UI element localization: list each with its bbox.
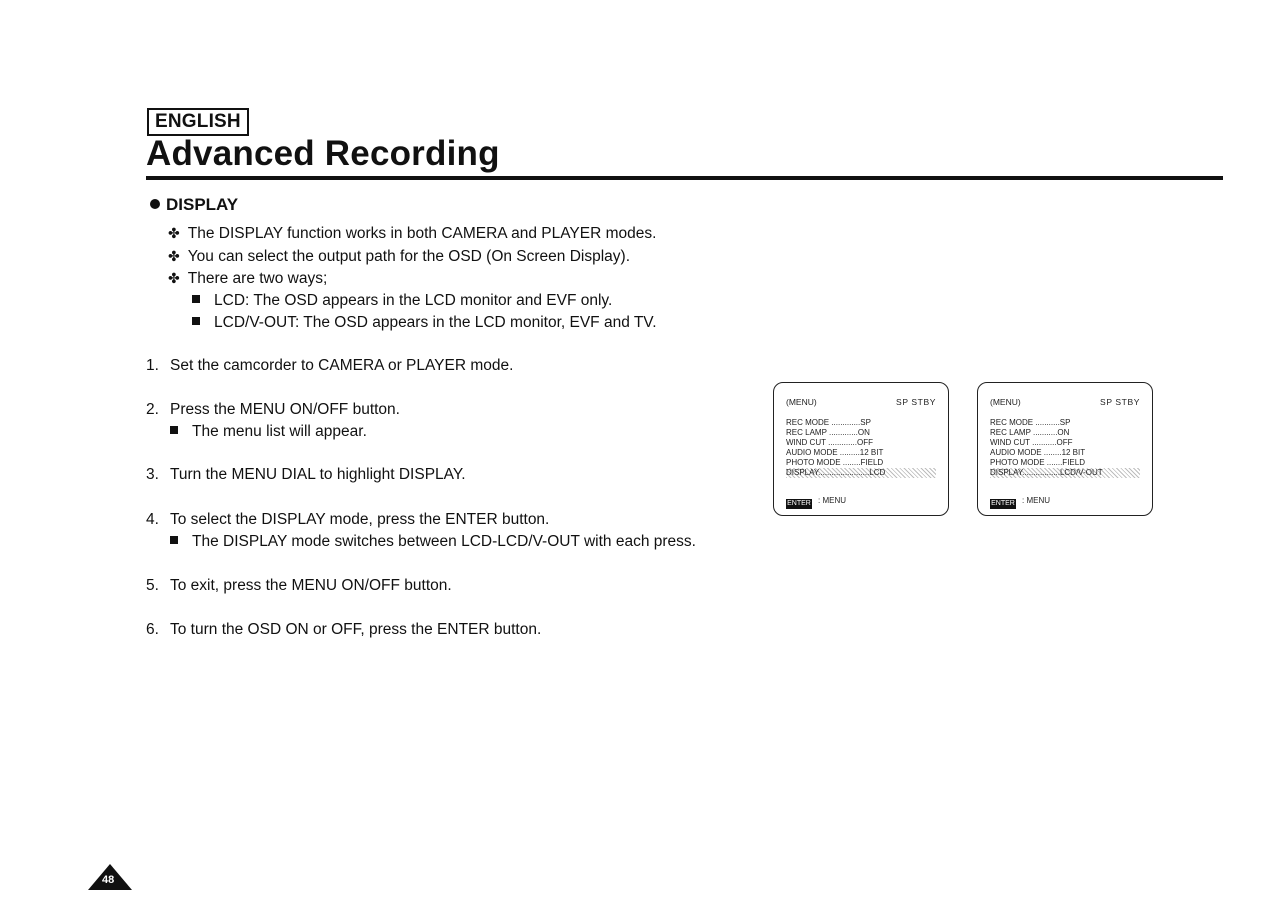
osd-menu-list: [990, 418, 1140, 478]
enter-key-icon: ENTER: [787, 500, 811, 507]
title-divider: [146, 176, 1223, 180]
step-1: 1. Set the camcorder to CAMERA or PLAYER mode.: [146, 357, 514, 374]
osd-menu-item-highlighted: DISPLAY.................LCD/V-OUT: [990, 468, 1140, 478]
square-bullet-icon: [170, 426, 178, 434]
enter-key-icon: ENTER: [991, 500, 1015, 507]
osd-menu-item: REC LAMP .............ON: [786, 428, 870, 437]
page-title: Advanced Recording: [146, 134, 500, 173]
clover-icon: ✤: [168, 248, 180, 264]
step-4: 4. To select the DISPLAY mode, press the ENTER button.: [146, 511, 550, 528]
osd-menu-item-highlighted: DISPLAY.......................LCD: [786, 468, 936, 478]
step-2-sub: The menu list will appear.: [170, 423, 367, 441]
way-item: LCD/V-OUT: The OSD appears in the LCD monitor, EVF and TV.: [192, 314, 657, 332]
osd-menu-item: PHOTO MODE .......FIELD: [990, 458, 1085, 467]
step-3: 3. Turn the MENU DIAL to highlight DISPLAY.: [146, 466, 466, 483]
osd-footer: ENTER : MENU: [787, 496, 846, 507]
square-bullet-icon: [192, 317, 200, 325]
osd-menu-item: WIND CUT .............OFF: [786, 438, 873, 447]
square-bullet-icon: [192, 295, 200, 303]
bullet-dot-icon: [150, 199, 160, 209]
osd-screen-lcd: [773, 382, 949, 516]
way-item: LCD: The OSD appears in the LCD monitor and EVF only.: [192, 292, 612, 310]
osd-menu-item: REC MODE .............SP: [786, 418, 871, 427]
osd-menu-item: REC LAMP ...........ON: [990, 428, 1070, 437]
step-5: 5. To exit, press the MENU ON/OFF button.: [146, 577, 452, 594]
osd-menu-item: PHOTO MODE ........FIELD: [786, 458, 884, 467]
step-6: 6. To turn the OSD ON or OFF, press the ENTER button.: [146, 621, 542, 638]
section-heading-text: DISPLAY: [166, 195, 239, 214]
step-4-sub: The DISPLAY mode switches between LCD-LCD/V-OUT with each press.: [170, 533, 696, 551]
osd-screen-lcd-vout: [977, 382, 1153, 516]
page-number: 48: [102, 874, 115, 886]
osd-menu-item: REC MODE ...........SP: [990, 418, 1071, 427]
osd-menu-item: WIND CUT ...........OFF: [990, 438, 1073, 447]
osd-footer: ENTER : MENU: [991, 496, 1050, 507]
square-bullet-icon: [170, 536, 178, 544]
note-item: ✤ You can select the output path for the OSD (On Screen Display).: [168, 248, 631, 265]
osd-header-right: SP STBY: [896, 397, 936, 407]
section-heading: [150, 195, 238, 215]
language-badge: ENGLISH: [147, 108, 249, 136]
clover-icon: ✤: [168, 270, 180, 286]
page-number-triangle-icon: [88, 864, 132, 890]
clover-icon: ✤: [168, 225, 180, 241]
note-item: ✤ There are two ways;: [168, 270, 328, 287]
osd-menu-list: [786, 418, 936, 478]
note-item: ✤ The DISPLAY function works in both CAMERA and PLAYER modes.: [168, 225, 657, 242]
osd-menu-item: AUDIO MODE ........12 BIT: [990, 448, 1086, 457]
osd-menu-item: AUDIO MODE .........12 BIT: [786, 448, 884, 457]
osd-header-right: SP STBY: [1100, 397, 1140, 407]
osd-header-left: (MENU): [786, 397, 817, 407]
osd-header-left: (MENU): [990, 397, 1021, 407]
step-2: 2. Press the MENU ON/OFF button.: [146, 401, 400, 418]
